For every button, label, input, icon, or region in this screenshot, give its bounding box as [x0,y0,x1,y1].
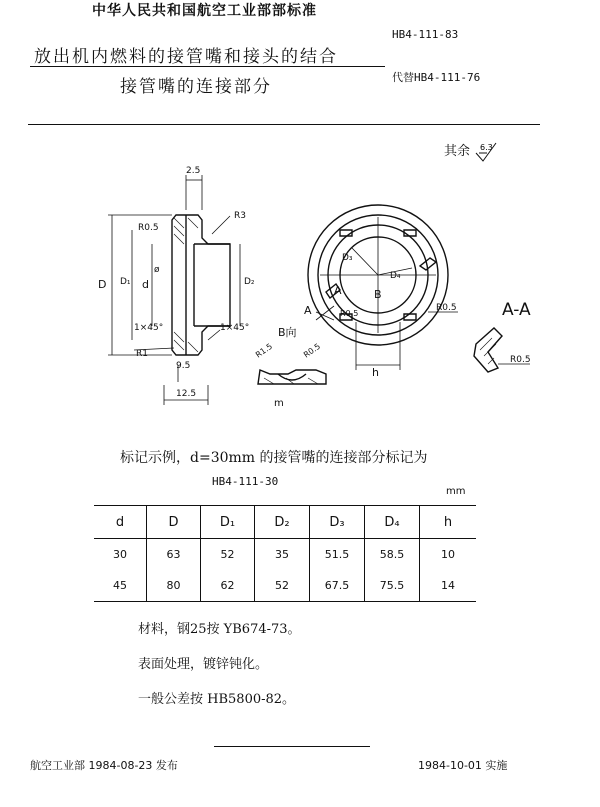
r05-face-label: R0.5 [340,309,359,318]
r15-label: R1.5 [253,341,275,360]
surface-rest-label: 其余 [444,144,471,159]
dimension-table [94,505,476,602]
surface-treatment-note: 表面处理，镀锌钝化。 [138,657,269,672]
col-header-D4: D₄ [365,506,420,539]
dim-D2-label: D₂ [244,277,255,287]
phi-label: ø [154,265,160,275]
document-title-line-1: 放出机内燃料的接管嘴和接头的结合 [34,47,338,67]
roughness-value: 6.3 [480,142,493,152]
col-header-h: h [420,506,477,539]
dim-D-label: D [98,278,107,291]
footer-rule [214,746,370,747]
col-header-D: D [147,506,201,539]
table-header-row [94,506,476,539]
replaces-standard: 代替HB4-111-76 [392,71,481,84]
marking-example: 标记示例，d=30mm 的接管嘴的连接部分标记为 [120,450,428,466]
title-underline [30,66,385,67]
dim-D3-label: D₃ [342,253,353,263]
table-cell: 58.5 [365,539,420,571]
r05-top-label: R0.5 [138,223,159,233]
table-cell: 62 [201,570,255,602]
issuing-organization: 中华人民共和国航空工业部部标准 [92,3,317,19]
table-cell: 52 [201,539,255,571]
chamfer-left-label: 1×45° [134,323,164,333]
tolerance-note: 一般公差按 HB5800-82。 [138,692,296,707]
b-view-label: B向 [278,326,297,339]
chamfer-right-label: 1×45° [220,323,250,333]
dim-D4-label: D₄ [390,271,401,281]
table-row [94,570,476,602]
dim-9-5-label: 9.5 [176,361,191,371]
table-cell: 51.5 [310,539,365,571]
issue-date: 航空工业部 1984-08-23 发布 [30,759,178,772]
col-header-d: d [94,506,147,539]
dim-h-label: h [372,366,379,379]
header-rule [28,124,540,125]
col-header-D2: D₂ [255,506,310,539]
r05-section-label: R0.5 [510,355,531,365]
dim-m-label: m [274,398,284,409]
dim-D1-label: D₁ [120,277,131,287]
table-cell: 45 [94,570,147,602]
dim-top-label: 2.5 [186,166,201,176]
document-title-line-2: 接管嘴的连接部分 [120,77,272,97]
table-cell: 67.5 [310,570,365,602]
effective-date: 1984-10-01 实施 [418,759,508,772]
material-note: 材料，钢25按 YB674-73。 [138,622,301,637]
table-cell: 10 [420,539,477,571]
table-cell: 52 [255,570,310,602]
section-a-bottom-label: A [334,284,342,297]
col-header-D1: D₁ [201,506,255,539]
table-cell: 30 [94,539,147,571]
point-b-label: B [374,288,382,301]
r3-label: R3 [234,211,246,221]
table-cell: 35 [255,539,310,571]
r05-slot-label: R0.5 [301,341,323,360]
standard-number: HB4-111-83 [392,28,459,41]
table-cell: 80 [147,570,201,602]
section-a-a-label: A-A [502,300,531,320]
table-cell: 14 [420,570,477,602]
dim-d-label: d [142,278,149,291]
table-unit: mm [446,486,466,497]
marking-example-code: HB4-111-30 [212,475,279,488]
r1-label: R1 [136,349,148,359]
dim-12-5-label: 12.5 [176,389,197,399]
r05-face2-label: R0.5 [436,303,457,313]
section-a-top-label: A [304,304,312,317]
table-cell: 75.5 [365,570,420,602]
table-row [94,539,476,571]
col-header-D3: D₃ [310,506,365,539]
table-cell: 63 [147,539,201,571]
engineering-drawing [90,160,550,420]
